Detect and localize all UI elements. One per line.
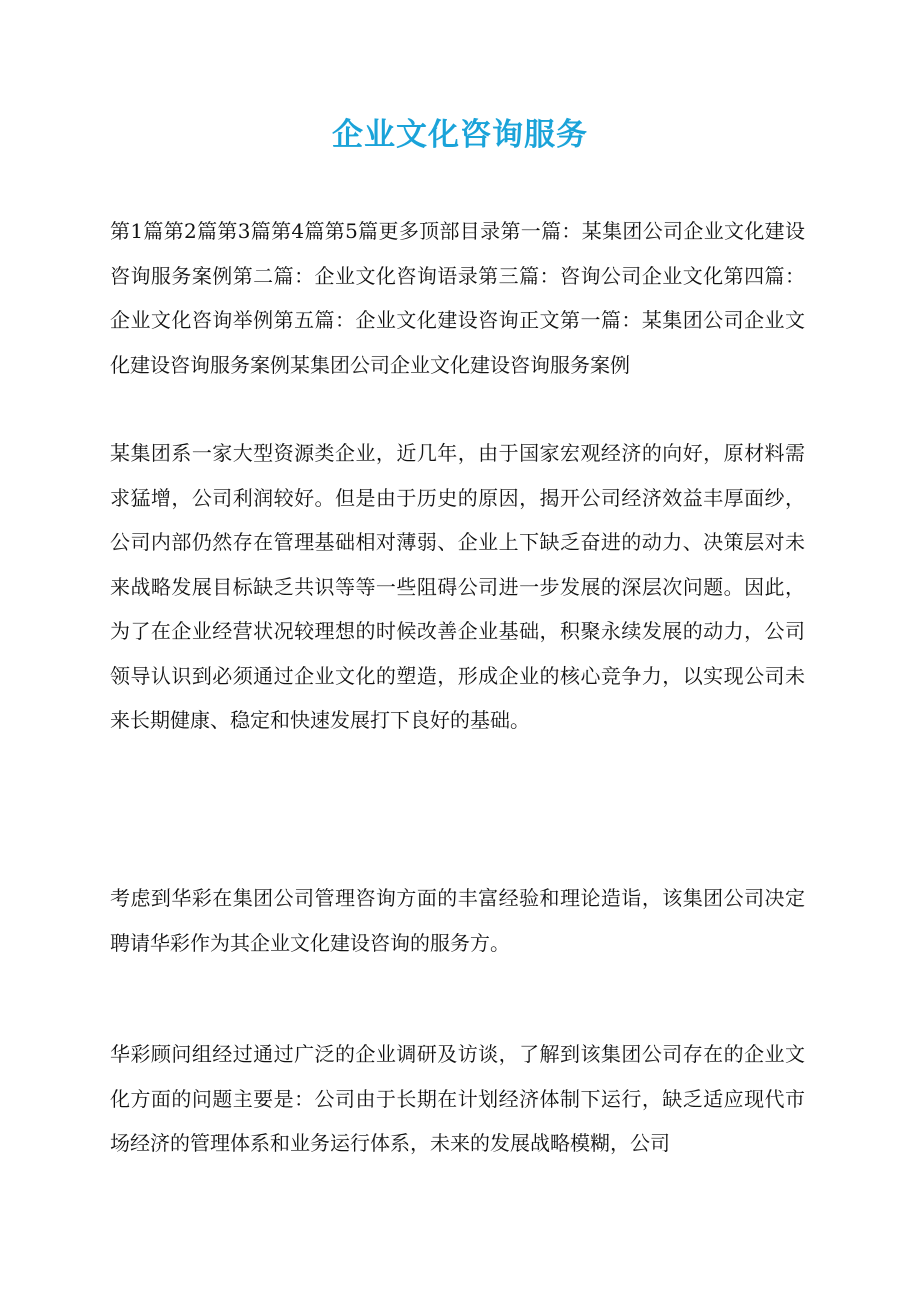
paragraph-consulting-findings: 华彩顾问组经过通过广泛的企业调研及访谈，了解到该集团公司存在的企业文化方面的问题主要是：公司由于长期在计划经济体制下运行，缺乏适应现代市场经济的管理体系和业务运行体系，未来的发展战略模糊，公司 bbox=[110, 1042, 805, 1155]
page-title: 企业文化咨询服务 bbox=[332, 117, 588, 153]
paragraph-table-of-contents: 第1篇第2篇第3篇第4篇第5篇更多顶部目录第一篇：某集团公司企业文化建设咨询服务案例第二篇：企业文化咨询语录第三篇：咨询公司企业文化第四篇：企业文化咨询举例第五篇：企业文化建设咨询正文第一篇：某集团公司企业文化建设咨询服务案例某集团公司企业文化建设咨询服务案例 bbox=[110, 219, 805, 377]
paragraph-company-background: 某集团系一家大型资源类企业，近几年，由于国家宏观经济的向好，原材料需求猛增，公司利润较好。但是由于历史的原因，揭开公司经济效益丰厚面纱，公司内部仍然存在管理基础相对薄弱、企业上下缺乏奋进的动力、决策层对未来战略发展目标缺乏共识等等一些阻碍公司进一步发展的深层次问题。因此，为了在企业经营状况较理想的时候改善企业基础，积聚永续发展的动力，公司领导认识到必须通过企业文化的塑造，形成企业的核心竞争力，以实现公司未来长期健康、稳定和快速发展打下良好的基础。 bbox=[110, 441, 805, 732]
paragraph-consulting-decision: 考虑到华彩在集团公司管理咨询方面的丰富经验和理论造诣，该集团公司决定聘请华彩作为其企业文化建设咨询的服务方。 bbox=[110, 886, 805, 955]
